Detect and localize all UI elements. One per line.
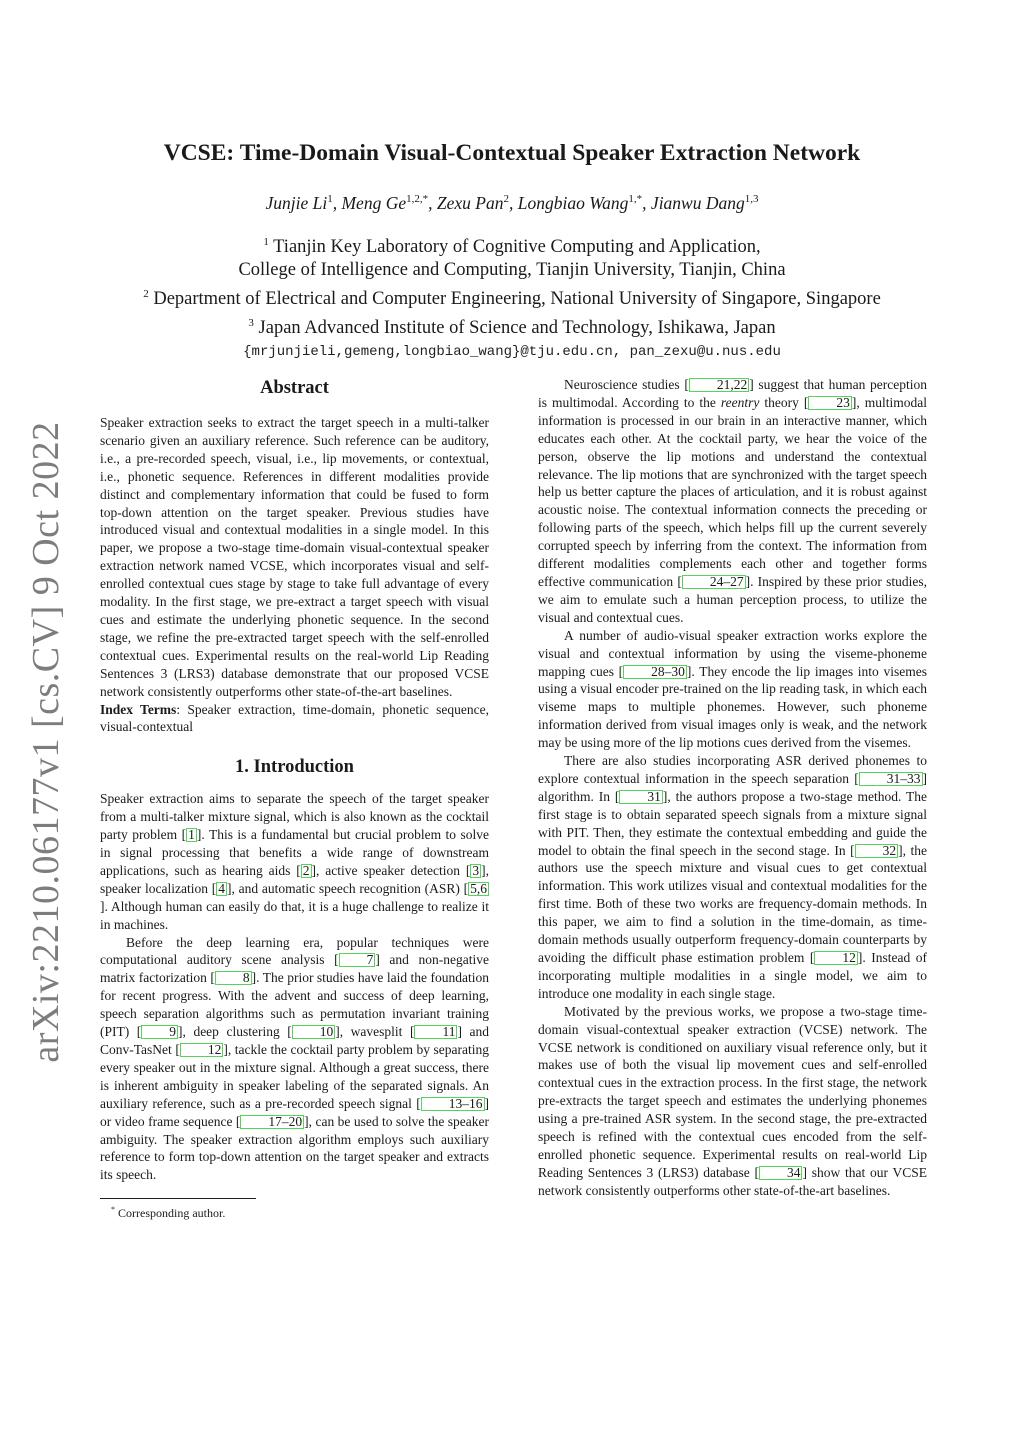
- citation-link[interactable]: 7: [339, 953, 376, 967]
- footnote-divider: [100, 1198, 256, 1199]
- citation-link[interactable]: 32: [855, 844, 899, 858]
- author: Junjie Li: [265, 192, 328, 213]
- abstract-heading: Abstract: [260, 378, 329, 398]
- body-paragraph: A number of audio-visual speaker extraction works explore the visual and contextual information by using the viseme-phoneme mapping cues [ 28–30 ]. They encode the lip images into visemes using a visual encoder pre-trained on the lip reading task, in which each viseme maps to multiple phonemes. However, such phoneme information derived from visual images only is weak, and the network may be using more of the lip motions cues derived from the visemes.: [538, 627, 928, 751]
- citation-link[interactable]: 2: [302, 862, 310, 878]
- footnote-mark: *: [111, 1205, 115, 1215]
- intro-paragraph: Before the deep learning era, popular techniques were computational auditory scene analysis [ 7 ] and non-negative matrix factorization [ 8 ]. The prior studies have laid the foundation for recent progress. With the advent and success of deep learning, speech separation algorithms such as permutation invariant training (PIT) [ 9 ], deep clustering [ 10 ], wavesplit [ 11 ] and Conv-TasNet [ 12 ], tackle the cocktail party problem by separating every speaker out in the mixture signal. Although a great success, there is inherent ambiguity in speaker labeling of the separated signals. An auxiliary reference, such as a pre-recorded speech signal [ 13–16 ] or video frame sequence [ 17–20 ], can be used to solve the speaker ambiguity. The speaker extraction algorithm employs such auxiliary reference to form top-down attention on the target speaker and extracts its speech.: [100, 934, 490, 1183]
- body-paragraph: There are also studies incorporating ASR derived phonemes to explore contextual information in the speech separation [ 31–33 ] algorithm. In [ 31 ], the authors propose a two-stage method. The first stage is to obtain separated speech signals from a mixture signal with PIT. Then, they estimate the contextual embedding and guide the model to obtain the final speech in the second stage. In [ 32 ], the authors use the speech mixture and visual cues to get contextual information. This work utilizes visual and contextual modalities for the first time. Both of these two works are frequency-domain methods. In this paper, we aim to find a solution in the time-domain, as time-domain methods usually outperform frequency-domain counterparts by avoiding the difficult phase estimation problem [ 12 ]. Instead of incorporating multiple modalities in a single model, we aim to introduce one modality in each single stage.: [538, 753, 927, 1001]
- author-list: Junjie Li$^1$, Meng $Ge^{1,2,*}$, Zexu Pan$^2$, Longbiao Wang$^{1,*}$, Jianwu Dang$^{1,3}$: [265, 192, 759, 213]
- paper-title: VCSE: Time-Domain Visual-Contextual Speaker Extraction Network: [163, 140, 861, 166]
- abstract-text: Speaker extraction seeks to extract the target speech in a multi-talker scenario given an auxiliary reference. Such reference can be auditory, i.e., a pre-recorded speech, visual, i.e., lip movements, or contextual, i.e., phonetic sequence. References in different modalities provide distinct and complementary information that could be fused to form top-down attention on the target speaker. Previous studies have introduced visual and contextual modalities in a single model. In this paper, we propose a two-stage time-domain visual-contextual speaker extraction network named VCSE, which incorporates visual and self-enrolled contextual cues stage by stage to take full advantage of every modality. In the first stage, we pre-extract a target speech with visual cues and estimate the underlying phonetic sequence. In the second stage, we refine the pre-extracted target speech with the self-enrolled contextual cues. Experimental results on the real-world Lip Reading Sentences 3 (LRS3) database demonstrate that our proposed VCSE network consistently outperforms other state-of-the-art baselines.: [100, 415, 489, 699]
- affiliations: [96, 231, 928, 340]
- author: Jianwu Dang: [650, 192, 745, 213]
- left-column: [100, 376, 489, 1221]
- author-emails: {mrjunjieli,gemeng,longbiao_wang}@tju.edu.cn, pan_zexu@u.nus.edu: [243, 344, 781, 361]
- author-affiliation-mark: 1,3: [744, 193, 759, 205]
- citation-link[interactable]: 34: [759, 1166, 803, 1180]
- author: Zexu Pan: [436, 192, 504, 213]
- citation-link[interactable]: 3: [472, 862, 480, 878]
- citation-link[interactable]: 12: [180, 1043, 224, 1057]
- author-affiliation-mark: 2: [503, 193, 509, 205]
- citation-link[interactable]: 5,6: [470, 880, 488, 896]
- emphasis: reentry: [720, 394, 760, 410]
- author-affiliation-mark: 1,2,*: [406, 193, 429, 205]
- citation-link[interactable]: 12: [814, 951, 858, 965]
- affiliation-line: $^2$ Department of Electrical and Computer Engineering, National University of Singapore, Singapore: [143, 287, 881, 310]
- affiliation-line: College of Intelligence and Computing, Tianjin University, Tianjin, China: [238, 260, 786, 281]
- citation-link[interactable]: 31: [619, 790, 663, 804]
- author: Meng Ge: [341, 192, 407, 213]
- affiliation-mark: 3: [248, 316, 254, 329]
- index-terms: [100, 701, 489, 737]
- footnote-text: Corresponding author.: [115, 1206, 226, 1221]
- citation-link[interactable]: 4: [218, 880, 225, 896]
- citation-link[interactable]: 13–16: [421, 1097, 485, 1111]
- citation-link[interactable]: 31–33: [859, 772, 923, 786]
- introduction-heading: 1. Introduction: [235, 757, 354, 778]
- affiliation-mark: 1: [263, 235, 269, 248]
- arxiv-identifier: arXiv:2210.06177v1 [cs.CV] 9 Oct 2022: [25, 421, 67, 1063]
- affiliation-line: $^3$ Japan Advanced Institute of Science and Technology, Ishikawa, Japan: [248, 316, 776, 338]
- affiliation-mark: 2: [143, 287, 149, 300]
- citation-link[interactable]: 8: [215, 971, 252, 985]
- body-paragraph: Neuroscience studies [ 21,22 ] suggest that human perception is multimodal. According to the reentry theory [ 23 ], multimodal information is processed in our brain in an interactive manner, which educates each other. At the cocktail party, we hear the voice of the person, observe the lip motions and understand the contextual relevance. The lip motions that are synchronized with the target speech help us better capture the places of articulation, and it is robust against acoustic noise. The contextual information connects the preceding or following parts of the speech, which helps fill up the current severely corrupted speech by inferring from the context. The information from different modalities complements each other and together forms effective communication [ 24–27 ]. Inspired by these prior studies, we aim to emulate such a human perception process, to utilize the visual and contextual cues.: [538, 377, 927, 625]
- citation-link[interactable]: 9: [141, 1025, 178, 1039]
- citation-link[interactable]: 11: [414, 1025, 457, 1039]
- right-column: [538, 376, 927, 1200]
- citation-link[interactable]: 23: [808, 396, 852, 410]
- citation-link[interactable]: 21,22: [689, 378, 749, 392]
- citation-link[interactable]: 1: [188, 827, 195, 843]
- author-affiliation-mark: 1: [327, 193, 333, 205]
- intro-paragraph: Speaker extraction aims to separate the speech of the target speaker from a multi-talker mixture signal, which is also known as the cocktail party problem [ 1 ]. This is a fundamental but crucial problem to solve in signal processing that benefits a wide range of downstream applications, such as hearing aids [ 2 ], active speaker detection [ 3 ], speaker localization [ 4 ], and automatic speech recognition (ASR) [ 5,6]. Although human can easily do that, it is a huge challenge to realize it in machines.: [100, 791, 490, 932]
- index-terms-label: Index Terms: [100, 701, 177, 717]
- footnote: [100, 1202, 489, 1221]
- citation-link[interactable]: 24–27: [682, 575, 746, 589]
- author: Longbiao Wang: [517, 192, 629, 213]
- index-terms-text: : Speaker extraction, time-domain, phonetic sequence, visual-contextual: [100, 701, 489, 735]
- citation-link[interactable]: 10: [292, 1025, 336, 1039]
- paper-header: [96, 138, 928, 363]
- citation-link[interactable]: 17–20: [240, 1115, 304, 1129]
- affiliation-line: $^1$ Tianjin Key Laboratory of Cognitive Computing and Application,: [263, 235, 761, 257]
- author-affiliation-mark: 1,*: [628, 193, 643, 205]
- body-paragraph: Motivated by the previous works, we propose a two-stage time-domain visual-contextual speaker extraction (VCSE) network. The VCSE network is conditioned on auxiliary visual reference only, but it makes use of both the visual lip movement cues and self-enrolled contextual cues in the extraction process. In the first stage, the network pre-extracts the target speech and estimates the underlying phonemes using a pre-trained ASR system. In the second stage, the pre-extracted speech is refined with the contextual cues encoded from the self-enrolled phonetic sequence. Experimental results on real-world Lip Reading Sentences 3 (LRS3) database [ 34 ] show that our VCSE network consistently outperforms other state-of-the-art baselines.: [538, 1003, 927, 1198]
- citation-link[interactable]: 28–30: [623, 665, 687, 679]
